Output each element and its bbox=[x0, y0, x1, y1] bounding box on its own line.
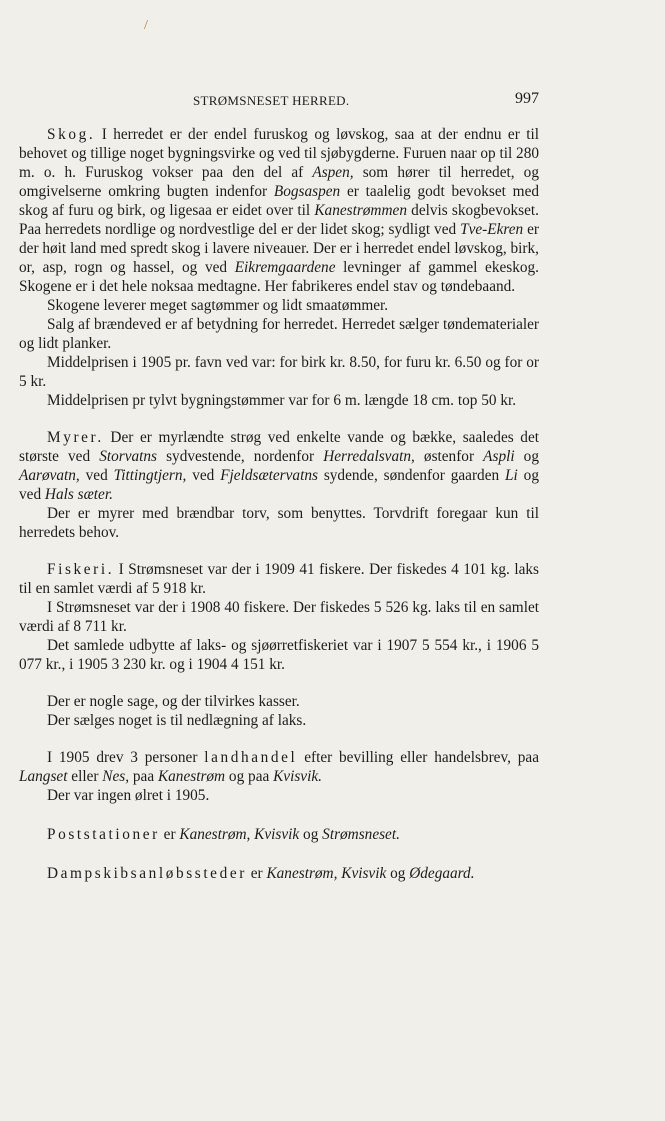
sage-paragraph-2: Der sælges noget is til nedlægning af laks. bbox=[47, 712, 307, 729]
text-run: levninger af gammel ekeskog. Skogene er i det hele noksaa medtagne. Her fabrikeres endel stav og tøndebaand. bbox=[19, 259, 539, 295]
damp-paragraph bbox=[19, 864, 539, 883]
section-gap bbox=[19, 805, 539, 825]
place-name: Kanestrømmen bbox=[314, 202, 407, 219]
place-name: Hals sæter. bbox=[44, 486, 113, 503]
text-run: sydvestende, nordenfor bbox=[157, 448, 324, 465]
fiskeri-heading: Fiskeri. bbox=[47, 561, 115, 578]
text-run: er bbox=[246, 865, 267, 882]
place-name: Nes, bbox=[102, 768, 130, 785]
place-name: Eikremgaardene bbox=[234, 259, 336, 276]
text-run: og bbox=[299, 826, 323, 843]
fiskeri-paragraph-3: Det samlede udbytte af laks- og sjøørretfiskeriet var i 1907 5 554 kr., i 1906 5 077 kr., i 1905 3 230 kr. og i 1904 4 151 kr. bbox=[19, 637, 539, 673]
place-name: Storvatns bbox=[99, 448, 158, 465]
place-name: Kanestrøm bbox=[157, 768, 226, 785]
landhandel-term: landhandel bbox=[204, 749, 298, 766]
text-run: I Strømsneset var der i 1909 41 fiskere. Der fiskedes 4 101 kg. laks til en samlet værdi af 5 918 kr. bbox=[19, 561, 539, 597]
text-run: sydende, søndenfor gaarden bbox=[317, 467, 506, 484]
text-run: som hører til herredet, og omgivelserne omkring bugten indenfor bbox=[19, 164, 539, 200]
place-name: Aspli bbox=[483, 448, 515, 465]
text-run: ved bbox=[186, 467, 221, 484]
text-run: I herredet er der endel furuskog og løvskog, saa at der endnu er til behovet og tillige noget bygningsvirke og ved til sjøbygderne. Furuen naar op til 280 m. o. h. Furuskog vokser paa den del af bbox=[19, 126, 540, 181]
post-heading: Poststationer bbox=[47, 826, 160, 843]
text-run: og bbox=[386, 865, 410, 882]
place-name: Langset bbox=[19, 768, 68, 785]
place-name: Kanestrøm, Kvisvik bbox=[179, 826, 300, 843]
place-name: Bogsaspen bbox=[273, 183, 341, 200]
place-name: Kanestrøm, Kvisvik bbox=[266, 865, 387, 882]
place-name: Tve-Ekren bbox=[460, 221, 524, 238]
sage-paragraph-1: Der er nogle sage, og der tilvirkes kasser. bbox=[47, 693, 300, 710]
text-run: I 1905 drev 3 personer bbox=[47, 749, 205, 766]
fiskeri-paragraph-1 bbox=[19, 560, 539, 598]
fiskeri-paragraph-2: I Strømsneset var der i 1908 40 fiskere. Der fiskedes 5 526 kg. laks til en samlet værdi af 8 711 kr. bbox=[19, 599, 539, 635]
text-run: efter bevilling eller handelsbrev, paa bbox=[297, 749, 539, 766]
myrer-heading: Myrer. bbox=[47, 429, 104, 446]
section-gap bbox=[19, 542, 539, 560]
text-run: delvis skogbevokset. Paa herredets nordlige og nordvestlige del er der lidet skog; sydligt ved bbox=[19, 202, 539, 238]
place-name: Ødegaard. bbox=[409, 865, 475, 882]
handel-paragraph-2: Der var ingen ølret i 1905. bbox=[47, 787, 210, 804]
skog-paragraph-4: Middelprisen i 1905 pr. favn ved var: for birk kr. 8.50, for furu kr. 6.50 og for or 5 kr. bbox=[19, 354, 539, 390]
handel-paragraph-1 bbox=[19, 748, 539, 786]
page-body bbox=[19, 125, 539, 883]
damp-heading: Dampskibsanløbssteder bbox=[47, 865, 247, 882]
post-paragraph bbox=[19, 825, 539, 844]
place-name: Li bbox=[505, 467, 518, 484]
section-gap bbox=[19, 410, 539, 428]
place-name: Aspen, bbox=[312, 164, 354, 181]
page-title: STRØMSNESET HERRED. bbox=[193, 93, 350, 108]
text-run: paa bbox=[129, 768, 158, 785]
text-run: østenfor bbox=[414, 448, 484, 465]
section-gap bbox=[19, 844, 539, 864]
place-name: Strømsneset. bbox=[322, 826, 400, 843]
skog-paragraph-5: Middelprisen pr tylvt bygningstømmer var for 6 m. længde 18 cm. top 50 kr. bbox=[47, 392, 517, 409]
skog-paragraph-3: Salg af brændeved er af betydning for herredet. Herredet sælger tøndematerialer og lidt planker. bbox=[19, 316, 539, 352]
place-name: Tittingtjern, bbox=[113, 467, 187, 484]
text-run: er taalelig godt bevokset med skog af furu og birk, og ligesaa er eidet over til bbox=[19, 183, 540, 219]
place-name: Herredalsvatn, bbox=[323, 448, 415, 465]
skog-paragraph-2: Skogene leverer meget sagtømmer og lidt smaatømmer. bbox=[47, 297, 389, 314]
place-name: Kvisvik. bbox=[273, 768, 322, 785]
text-run: og bbox=[514, 448, 539, 465]
place-name: Aarøvatn, bbox=[19, 467, 80, 484]
text-run: er der høit land med spredt skog i lavere niveauer. Der er i herredet endel løvskog, birk, or, asp, rogn og hassel, og ved bbox=[19, 221, 539, 276]
text-run: og paa bbox=[225, 768, 274, 785]
text-run: ved bbox=[79, 467, 114, 484]
text-run: og ved bbox=[19, 467, 539, 503]
myrer-paragraph-1 bbox=[19, 428, 539, 504]
running-header bbox=[0, 90, 665, 113]
text-run: er bbox=[159, 826, 180, 843]
text-run: eller bbox=[67, 768, 103, 785]
section-gap bbox=[19, 730, 539, 748]
pencil-mark: / bbox=[144, 18, 148, 33]
section-gap bbox=[19, 674, 539, 692]
place-name: Fjeldsætervatns bbox=[220, 467, 318, 484]
myrer-paragraph-2: Der er myrer med brændbar torv, som benyttes. Torvdrift foregaar kun til herredets behov. bbox=[19, 505, 539, 541]
page-number: 997 bbox=[515, 90, 539, 107]
skog-heading: Skog. bbox=[47, 126, 96, 143]
text-run: Der er myrlændte strøg ved enkelte vande og bække, saaledes det største ved bbox=[19, 429, 539, 465]
skog-paragraph-1 bbox=[19, 125, 539, 296]
